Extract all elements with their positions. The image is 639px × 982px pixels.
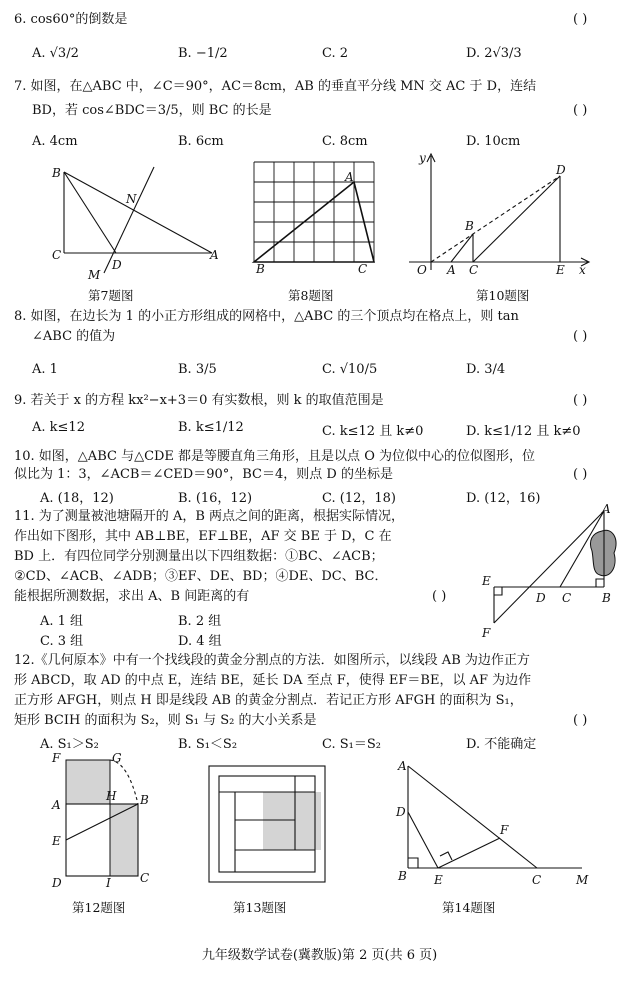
- question-10-line-2: 似比为 1：3，∠ACB＝∠CED＝90°，BC＝4，则点 D 的坐标是: [14, 467, 393, 482]
- figure-11: [480, 502, 620, 645]
- fig10-label-y: y: [419, 151, 426, 165]
- question-8-option-c: C. √10/5: [322, 362, 378, 377]
- fig12-label-i: I: [106, 876, 111, 890]
- fig7-label-c: C: [52, 248, 62, 262]
- fig8-label-a: A: [345, 170, 354, 184]
- fig14-label-c: C: [532, 873, 542, 887]
- question-6-option-d: D. 2√3/3: [466, 46, 522, 61]
- question-11-line-3: BD 上．有四位同学分别测量出以下四组数据：①BC、∠ACB；: [14, 549, 384, 564]
- fig11-label-f: F: [482, 626, 491, 640]
- question-7-answer-bracket: ( ): [573, 103, 588, 118]
- fig12-label-g: G: [112, 751, 122, 765]
- page-footer: 九年级数学试卷(冀教版)第 2 页(共 6 页): [201, 948, 438, 963]
- fig12-label-c: C: [140, 871, 150, 885]
- fig7-label-m: M: [88, 268, 101, 282]
- question-9-text: 9. 若关于 x 的方程 kx²−x+3＝0 有实数根，则 k 的取值范围是: [14, 393, 384, 408]
- question-11-option-b: B. 2 组: [178, 614, 222, 629]
- fig8-label-b: B: [256, 262, 265, 276]
- question-6-text: 6. cos60°的倒数是: [14, 12, 128, 27]
- question-12-line-1: 12.《几何原本》中有一个找线段的黄金分割点的方法．如图所示，以线段 AB 为边作正方: [14, 653, 530, 668]
- question-12-answer-bracket: ( ): [573, 713, 588, 728]
- fig12-label-f: F: [52, 751, 61, 765]
- question-9-option-c: C. k≤12 且 k≠0: [322, 424, 424, 439]
- question-8-option-a: A. 1: [32, 362, 58, 377]
- figure-13-caption: 第13题图: [233, 900, 287, 915]
- question-12-option-a: A. S₁＞S₂: [40, 737, 99, 752]
- question-11-answer-bracket: ( ): [432, 589, 447, 604]
- fig14-label-m: M: [576, 873, 589, 887]
- figure-14-caption: 第14题图: [442, 900, 496, 915]
- fig14-label-e: E: [434, 873, 443, 887]
- question-10-option-b: B. (16，12): [178, 491, 253, 506]
- question-7-option-a: A. 4cm: [32, 134, 78, 149]
- fig8-label-c: C: [358, 262, 368, 276]
- fig11-label-c: C: [562, 591, 572, 605]
- question-10-option-a: A. (18，12): [40, 491, 114, 506]
- fig10-label-b: B: [465, 219, 474, 233]
- question-7-line-1: 7. 如图，在△ABC 中，∠C＝90°，AC＝8cm，AB 的垂直平分线 MN 交 AC 于 D，连结: [14, 79, 537, 94]
- fig11-label-b: B: [602, 591, 611, 605]
- fig11-label-a: A: [602, 502, 611, 516]
- question-8-option-d: D. 3/4: [466, 362, 506, 377]
- fig12-label-a: A: [52, 798, 61, 812]
- question-12-line-3: 正方形 AFGH，则点 H 即是线段 AB 的黄金分割点．若记正方形 AFGH 的面积为 S₁，: [14, 693, 523, 708]
- fig14-label-f: F: [500, 823, 509, 837]
- question-9-option-a: A. k≤12: [32, 420, 85, 435]
- question-12-line-2: 形 ABCD，取 AD 的中点 E，连结 BE，延长 DA 至点 F，使得 EF＝BE，以 AF 为边作: [14, 673, 532, 688]
- figure-13: [205, 762, 335, 892]
- fig12-label-d: D: [52, 876, 62, 890]
- question-6-answer-bracket: ( ): [573, 12, 588, 27]
- figure-8: [250, 160, 380, 280]
- question-10-line-1: 10. 如图，△ABC 与△CDE 都是等腰直角三角形，且是以点 O 为位似中心的位似图形，位: [14, 449, 535, 464]
- fig12-label-b: B: [140, 793, 149, 807]
- fig12-label-h: H: [106, 789, 117, 803]
- fig7-label-b: B: [52, 166, 61, 180]
- question-12-line-4: 矩形 BCIH 的面积为 S₂，则 S₁ 与 S₂ 的大小关系是: [14, 713, 317, 728]
- fig12-label-e: E: [52, 834, 61, 848]
- question-8-answer-bracket: ( ): [573, 329, 588, 344]
- question-7-line-2: BD，若 cos∠BDC＝3/5，则 BC 的长是: [32, 103, 272, 118]
- fig14-label-b: B: [398, 869, 407, 883]
- question-8-option-b: B. 3/5: [178, 362, 217, 377]
- question-6-option-a: A. √3/2: [32, 46, 79, 61]
- question-11-option-a: A. 1 组: [40, 614, 84, 629]
- figure-8-caption: 第8题图: [288, 288, 334, 303]
- question-8-line-2: ∠ABC 的值为: [32, 329, 116, 344]
- question-9-option-d: D. k≤1/12 且 k≠0: [466, 424, 581, 439]
- question-9-answer-bracket: ( ): [573, 393, 588, 408]
- figure-14: [392, 760, 592, 890]
- fig7-label-n: N: [126, 192, 137, 206]
- question-11-line-4: ②CD、∠ACB、∠ADB；③EF、DE、BD；④DE、DC、BC．: [14, 569, 388, 584]
- question-10-option-d: D. (12，16): [466, 491, 541, 506]
- question-11-line-5: 能根据所测数据，求出 A、B 间距离的有: [14, 589, 250, 604]
- fig10-label-x: x: [579, 263, 586, 277]
- fig14-label-d: D: [396, 805, 406, 819]
- figure-10: [405, 152, 595, 282]
- fig10-label-a: A: [447, 263, 456, 277]
- fig11-label-d: D: [536, 591, 546, 605]
- figure-12-caption: 第12题图: [72, 900, 126, 915]
- question-7-option-b: B. 6cm: [178, 134, 224, 149]
- fig10-label-c: C: [469, 263, 479, 277]
- fig10-label-o: O: [417, 263, 427, 277]
- question-11-option-d: D. 4 组: [178, 634, 222, 649]
- fig7-label-d: D: [112, 258, 122, 272]
- question-12-option-b: B. S₁＜S₂: [178, 737, 238, 752]
- figure-7-caption: 第7题图: [88, 288, 134, 303]
- question-11-line-2: 作出如下图形，其中 AB⊥BE，EF⊥BE，AF 交 BE 于 D，C 在: [14, 529, 392, 544]
- question-6-option-b: B. −1/2: [178, 46, 228, 61]
- question-12-option-c: C. S₁＝S₂: [322, 737, 381, 752]
- fig7-label-a: A: [210, 248, 219, 262]
- question-9-option-b: B. k≤1/12: [178, 420, 244, 435]
- question-10-answer-bracket: ( ): [573, 467, 588, 482]
- fig10-label-d: D: [556, 163, 566, 177]
- question-6-option-c: C. 2: [322, 46, 349, 61]
- figure-12: [48, 752, 168, 892]
- question-7-option-c: C. 8cm: [322, 134, 368, 149]
- question-10-option-c: C. (12，18): [322, 491, 396, 506]
- question-7-option-d: D. 10cm: [466, 134, 521, 149]
- fig10-label-e: E: [556, 263, 565, 277]
- question-11-line-1: 11. 为了测量被池塘隔开的 A，B 两点之间的距离，根据实际情况，: [14, 509, 405, 524]
- fig11-label-e: E: [482, 574, 491, 588]
- figure-10-caption: 第10题图: [476, 288, 530, 303]
- question-8-line-1: 8. 如图，在边长为 1 的小正方形组成的网格中，△ABC 的三个顶点均在格点上，则 tan: [14, 309, 519, 324]
- figure-7: [44, 165, 224, 285]
- question-11-option-c: C. 3 组: [40, 634, 84, 649]
- question-12-option-d: D. 不能确定: [466, 737, 537, 752]
- fig14-label-a: A: [398, 759, 407, 773]
